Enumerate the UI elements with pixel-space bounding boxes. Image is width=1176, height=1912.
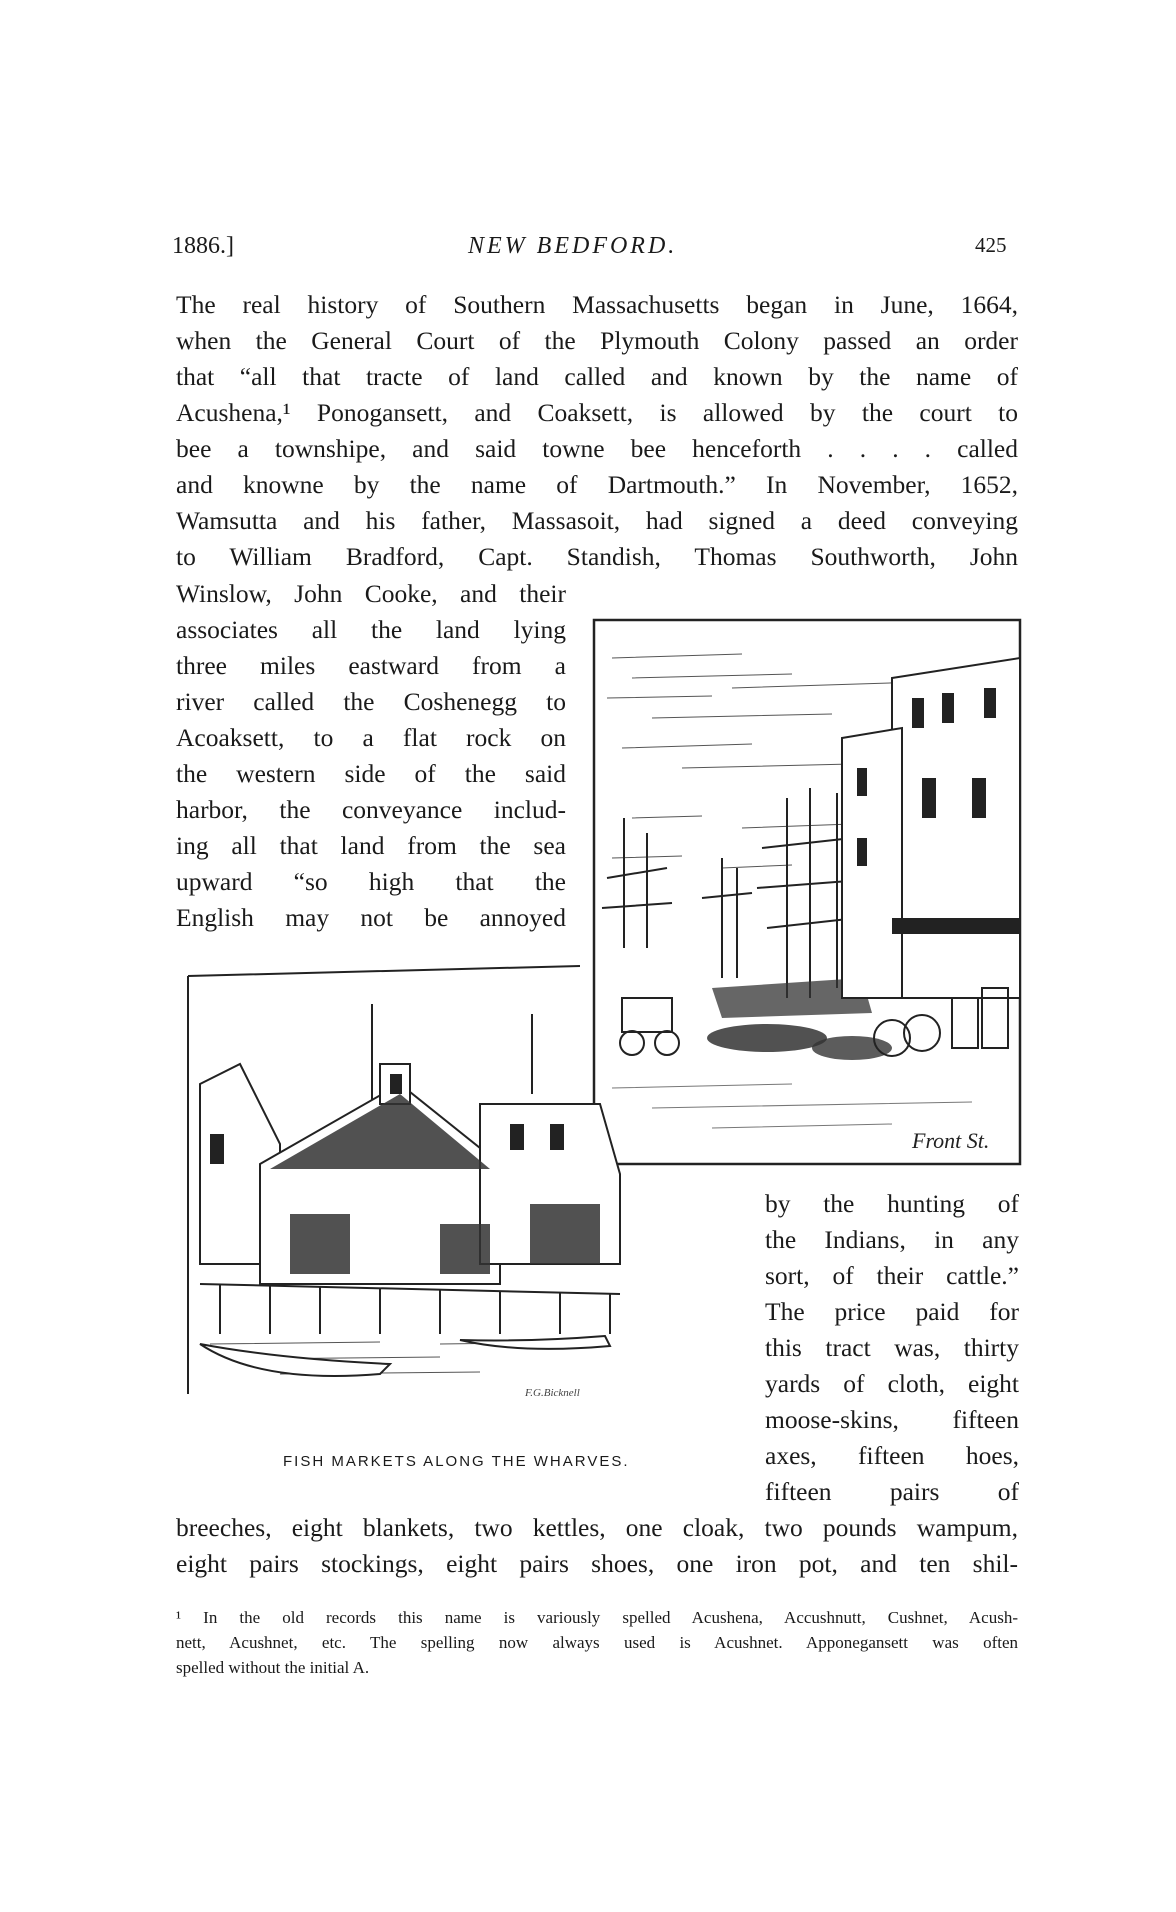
page-number: 425 (975, 233, 1007, 257)
text-line: Acushena,¹ Ponogansett, and Coaksett, is allowed by the court to (176, 398, 1018, 427)
illustration-signature: Front St. (912, 1128, 990, 1153)
text-line: the western side of the said (176, 759, 566, 788)
illustration-artist-mark: F.G.Bicknell (525, 1387, 580, 1399)
text-line: English may not be annoyed (176, 903, 566, 932)
text-line: The price paid for (765, 1297, 1019, 1326)
text-line: the Indians, in any (765, 1225, 1019, 1254)
text-line: moose-skins, fifteen (765, 1405, 1019, 1434)
footnote-line: nett, Acushnet, etc. The spelling now always used is Acushnet. Apponegansett was often (176, 1633, 1018, 1652)
text-line: by the hunting of (765, 1189, 1019, 1218)
text-line: that “all that tracte of land called and known by the name of (176, 362, 1018, 391)
text-line: when the General Court of the Plymouth Colony passed an order (176, 326, 1018, 355)
text-line: eight pairs stockings, eight pairs shoes, one iron pot, and ten shil- (176, 1549, 1018, 1578)
text-line: fifteen pairs of (765, 1477, 1019, 1506)
text-line: three miles eastward from a (176, 651, 566, 680)
running-head-title: NEW BEDFORD. (468, 233, 678, 259)
running-head-left: 1886.] (172, 233, 234, 259)
text-line: river called the Coshenegg to (176, 687, 566, 716)
text-line: Winslow, John Cooke, and their (176, 579, 566, 608)
text-line: axes, fifteen hoes, (765, 1441, 1019, 1470)
text-line: breeches, eight blankets, two kettles, one cloak, two pounds wampum, (176, 1513, 1018, 1542)
footnote-line: spelled without the initial A. (176, 1658, 370, 1677)
footnote-line: ¹ In the old records this name is variously spelled Acushena, Accushnutt, Cushnet, Acush- (176, 1608, 1018, 1627)
text-line: this tract was, thirty (765, 1333, 1019, 1362)
text-line: bee a townshipe, and said towne bee henceforth . . . . called (176, 434, 1018, 463)
text-line: and knowne by the name of Dartmouth.” In November, 1652, (176, 470, 1018, 499)
fish-markets-illustration (180, 964, 740, 1404)
text-line: sort, of their cattle.” (765, 1261, 1019, 1290)
text-line: associates all the land lying (176, 615, 566, 644)
text-line: upward “so high that the (176, 867, 566, 896)
text-line: ing all that land from the sea (176, 831, 566, 860)
text-line: harbor, the conveyance includ- (176, 795, 566, 824)
figure-caption: FISH MARKETS ALONG THE WHARVES. (283, 1453, 630, 1470)
text-line: to William Bradford, Capt. Standish, Thomas Southworth, John (176, 542, 1018, 571)
text-line: Acoaksett, to a flat rock on (176, 723, 566, 752)
text-line: Wamsutta and his father, Massasoit, had signed a deed conveying (176, 506, 1018, 535)
text-line: The real history of Southern Massachusetts began in June, 1664, (176, 290, 1018, 319)
text-line: yards of cloth, eight (765, 1369, 1019, 1398)
